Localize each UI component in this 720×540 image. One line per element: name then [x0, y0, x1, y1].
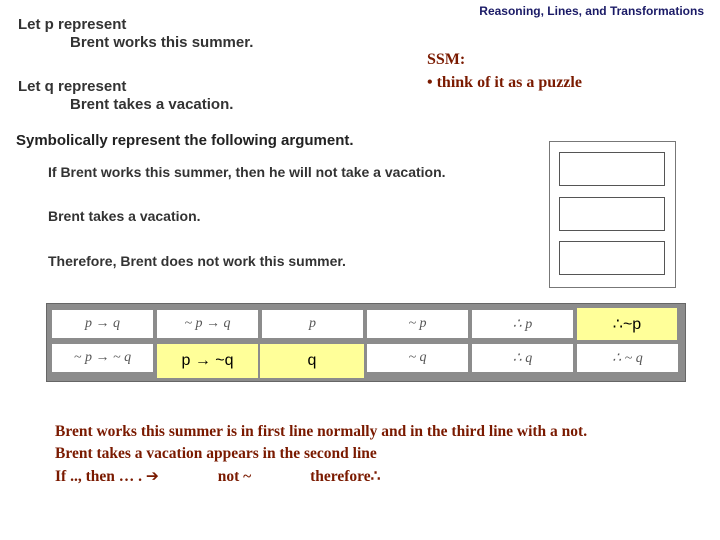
definition-q-label: Let q represent: [18, 78, 127, 95]
prompt-text: Symbolically represent the following argument.: [16, 132, 354, 149]
explanation-line-3: [55, 465, 587, 488]
choice-tile-selected[interactable]: q: [260, 344, 364, 378]
choice-tile[interactable]: ~ p: [367, 310, 468, 338]
choice-tile[interactable]: ∴ q: [472, 344, 573, 372]
ssm-title: SSM:: [427, 51, 466, 68]
definition-q: [18, 78, 233, 113]
choice-tile[interactable]: p: [262, 310, 363, 338]
answer-slot-2[interactable]: [559, 197, 665, 231]
therefore-symbol-text: therefore∴: [310, 468, 381, 485]
ssm-note: [427, 48, 582, 94]
definition-p-meaning: Brent works this summer.: [70, 34, 254, 51]
ssm-bullet: • think of it as a puzzle: [427, 74, 582, 91]
statement-conclusion: Therefore, Brent does not work this summer.: [48, 253, 346, 269]
arrow-icon: ➔: [145, 467, 159, 485]
definition-p-label: Let p represent: [18, 16, 127, 33]
slide-header: Reasoning, Lines, and Transformations: [479, 4, 704, 18]
explanation: [55, 421, 587, 488]
choice-tile[interactable]: ∴ p: [472, 310, 573, 338]
choice-tile[interactable]: ∴ ~ q: [577, 344, 678, 372]
definition-q-meaning: Brent takes a vacation.: [70, 96, 234, 113]
choice-tile[interactable]: ~ p → ~ q: [52, 344, 153, 372]
choice-tile[interactable]: ~ q: [367, 344, 468, 372]
choice-tile-selected[interactable]: ∴~p: [577, 308, 677, 340]
answer-box: [549, 141, 676, 288]
choice-tile-selected[interactable]: p → ~q: [157, 344, 258, 378]
explanation-line-2: Brent takes a vacation appears in the second line: [55, 445, 377, 462]
answer-slot-1[interactable]: [559, 152, 665, 186]
explanation-line-1: Brent works this summer is in first line normally and in the third line with a not.: [55, 423, 588, 440]
not-symbol-text: not ~: [217, 468, 252, 485]
if-then-text: If .., then … .: [55, 468, 142, 485]
choice-tile[interactable]: p → q: [52, 310, 153, 338]
definition-p: [18, 16, 253, 51]
choice-tiles: [46, 303, 686, 382]
choice-tile[interactable]: ~ p → q: [157, 310, 258, 338]
statement-premise-2: Brent takes a vacation.: [48, 208, 201, 224]
answer-slot-3[interactable]: [559, 241, 665, 275]
statement-premise-1: If Brent works this summer, then he will not take a vacation.: [48, 164, 446, 180]
